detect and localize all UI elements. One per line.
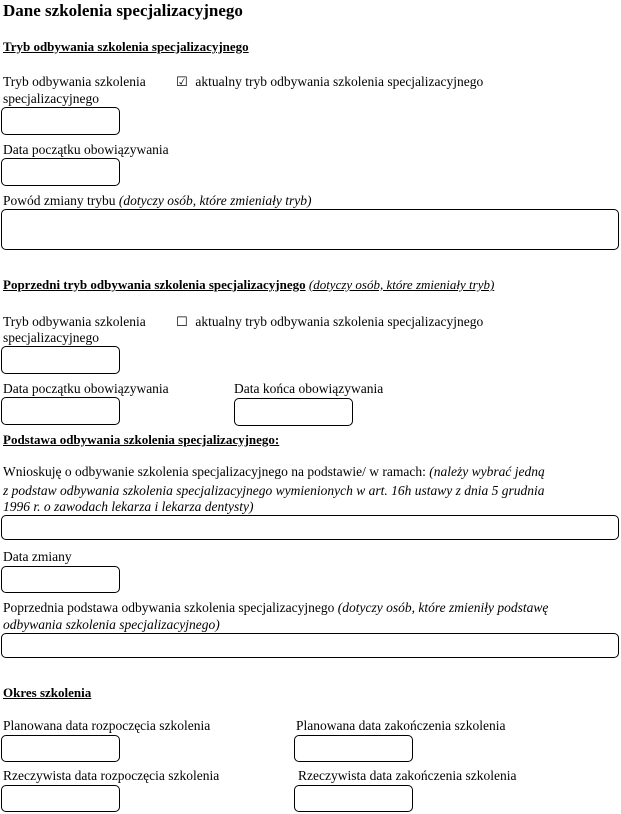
- change-date-label: Data zmiany: [3, 549, 72, 564]
- previous-basis-label: Poprzednia podstawa odbywania szkolenia specjalizacyjnego: [3, 600, 335, 615]
- reason-note: (dotyczy osób, które zmieniały tryb): [118, 193, 312, 208]
- prev-end-date-field[interactable]: [234, 398, 353, 426]
- start-date-field[interactable]: [1, 158, 120, 186]
- mode-field[interactable]: [1, 107, 120, 135]
- change-date-field[interactable]: [1, 566, 120, 593]
- planned-start-field[interactable]: [1, 735, 120, 762]
- previous-basis-field[interactable]: [1, 633, 619, 658]
- planned-end-field[interactable]: [294, 735, 413, 762]
- current-mode-checkbox-row[interactable]: [176, 74, 483, 90]
- actual-start-label: Rzeczywista data rozpoczęcia szkolenia: [3, 768, 220, 783]
- request-note-line2: z podstaw odbywania szkolenia specjalizacyjnego wymienionych w art. 16h ustawy z dnia 5 grudnia: [3, 483, 545, 498]
- actual-end-field[interactable]: [294, 785, 413, 812]
- start-date-label: Data początku obowiązywania: [3, 142, 169, 157]
- page-title: Dane szkolenia specjalizacyjnego: [3, 1, 243, 20]
- prev-current-mode-checkbox-row[interactable]: [176, 314, 483, 330]
- prev-start-date-label: Data początku obowiązywania: [3, 381, 169, 396]
- prev-mode-label-line2: specjalizacyjnego: [3, 330, 99, 345]
- reason-label: Powód zmiany trybu: [3, 193, 116, 208]
- mode-label-line1: Tryb odbywania szkolenia: [3, 74, 146, 89]
- actual-start-field[interactable]: [1, 785, 120, 812]
- checkbox-checked-icon[interactable]: ☑: [176, 74, 188, 89]
- mode-label-line2: specjalizacyjnego: [3, 91, 99, 106]
- request-note-line1: (należy wybrać jedną: [429, 464, 545, 479]
- section-heading-period: Okres szkolenia: [3, 685, 92, 700]
- section-heading-mode: Tryb odbywania szkolenia specjalizacyjnego: [3, 39, 249, 54]
- planned-end-label: Planowana data zakończenia szkolenia: [296, 718, 506, 733]
- prev-end-date-label: Data końca obowiązywania: [234, 381, 384, 396]
- request-note-line3: 1996 r. o zawodach lekarza i lekarza dentysty): [3, 499, 254, 514]
- planned-start-label: Planowana data rozpoczęcia szkolenia: [3, 718, 211, 733]
- prev-start-date-field[interactable]: [1, 397, 120, 425]
- reason-field[interactable]: [1, 209, 619, 250]
- section-heading-previous-mode-row: [3, 277, 494, 293]
- prev-current-mode-checkbox-label: aktualny tryb odbywania szkolenia specjalizacyjnego: [195, 314, 484, 329]
- basis-field[interactable]: [1, 515, 619, 540]
- previous-basis-note-line1: (dotyczy osób, które zmieniły podstawę: [337, 600, 549, 615]
- request-label: Wnioskuję o odbywanie szkolenia specjalizacyjnego na podstawie/ w ramach:: [3, 464, 426, 479]
- prev-mode-field[interactable]: [1, 346, 120, 374]
- request-label-row: [3, 464, 545, 480]
- section-heading-basis: Podstawa odbywania szkolenia specjalizacyjnego:: [3, 432, 280, 447]
- section-heading-previous-mode: Poprzedni tryb odbywania szkolenia specjalizacyjnego: [3, 277, 306, 292]
- actual-end-label: Rzeczywista data zakończenia szkolenia: [298, 768, 517, 783]
- reason-label-row: [3, 193, 311, 209]
- current-mode-checkbox-label: aktualny tryb odbywania szkolenia specjalizacyjnego: [195, 74, 484, 89]
- previous-basis-label-row: [3, 600, 548, 616]
- previous-mode-note: (dotyczy osób, które zmieniały tryb): [308, 277, 495, 292]
- prev-mode-label-line1: Tryb odbywania szkolenia: [3, 314, 146, 329]
- previous-basis-note-line2: odbywania szkolenia specjalizacyjnego): [3, 617, 220, 632]
- checkbox-unchecked-icon[interactable]: ☐: [176, 314, 188, 329]
